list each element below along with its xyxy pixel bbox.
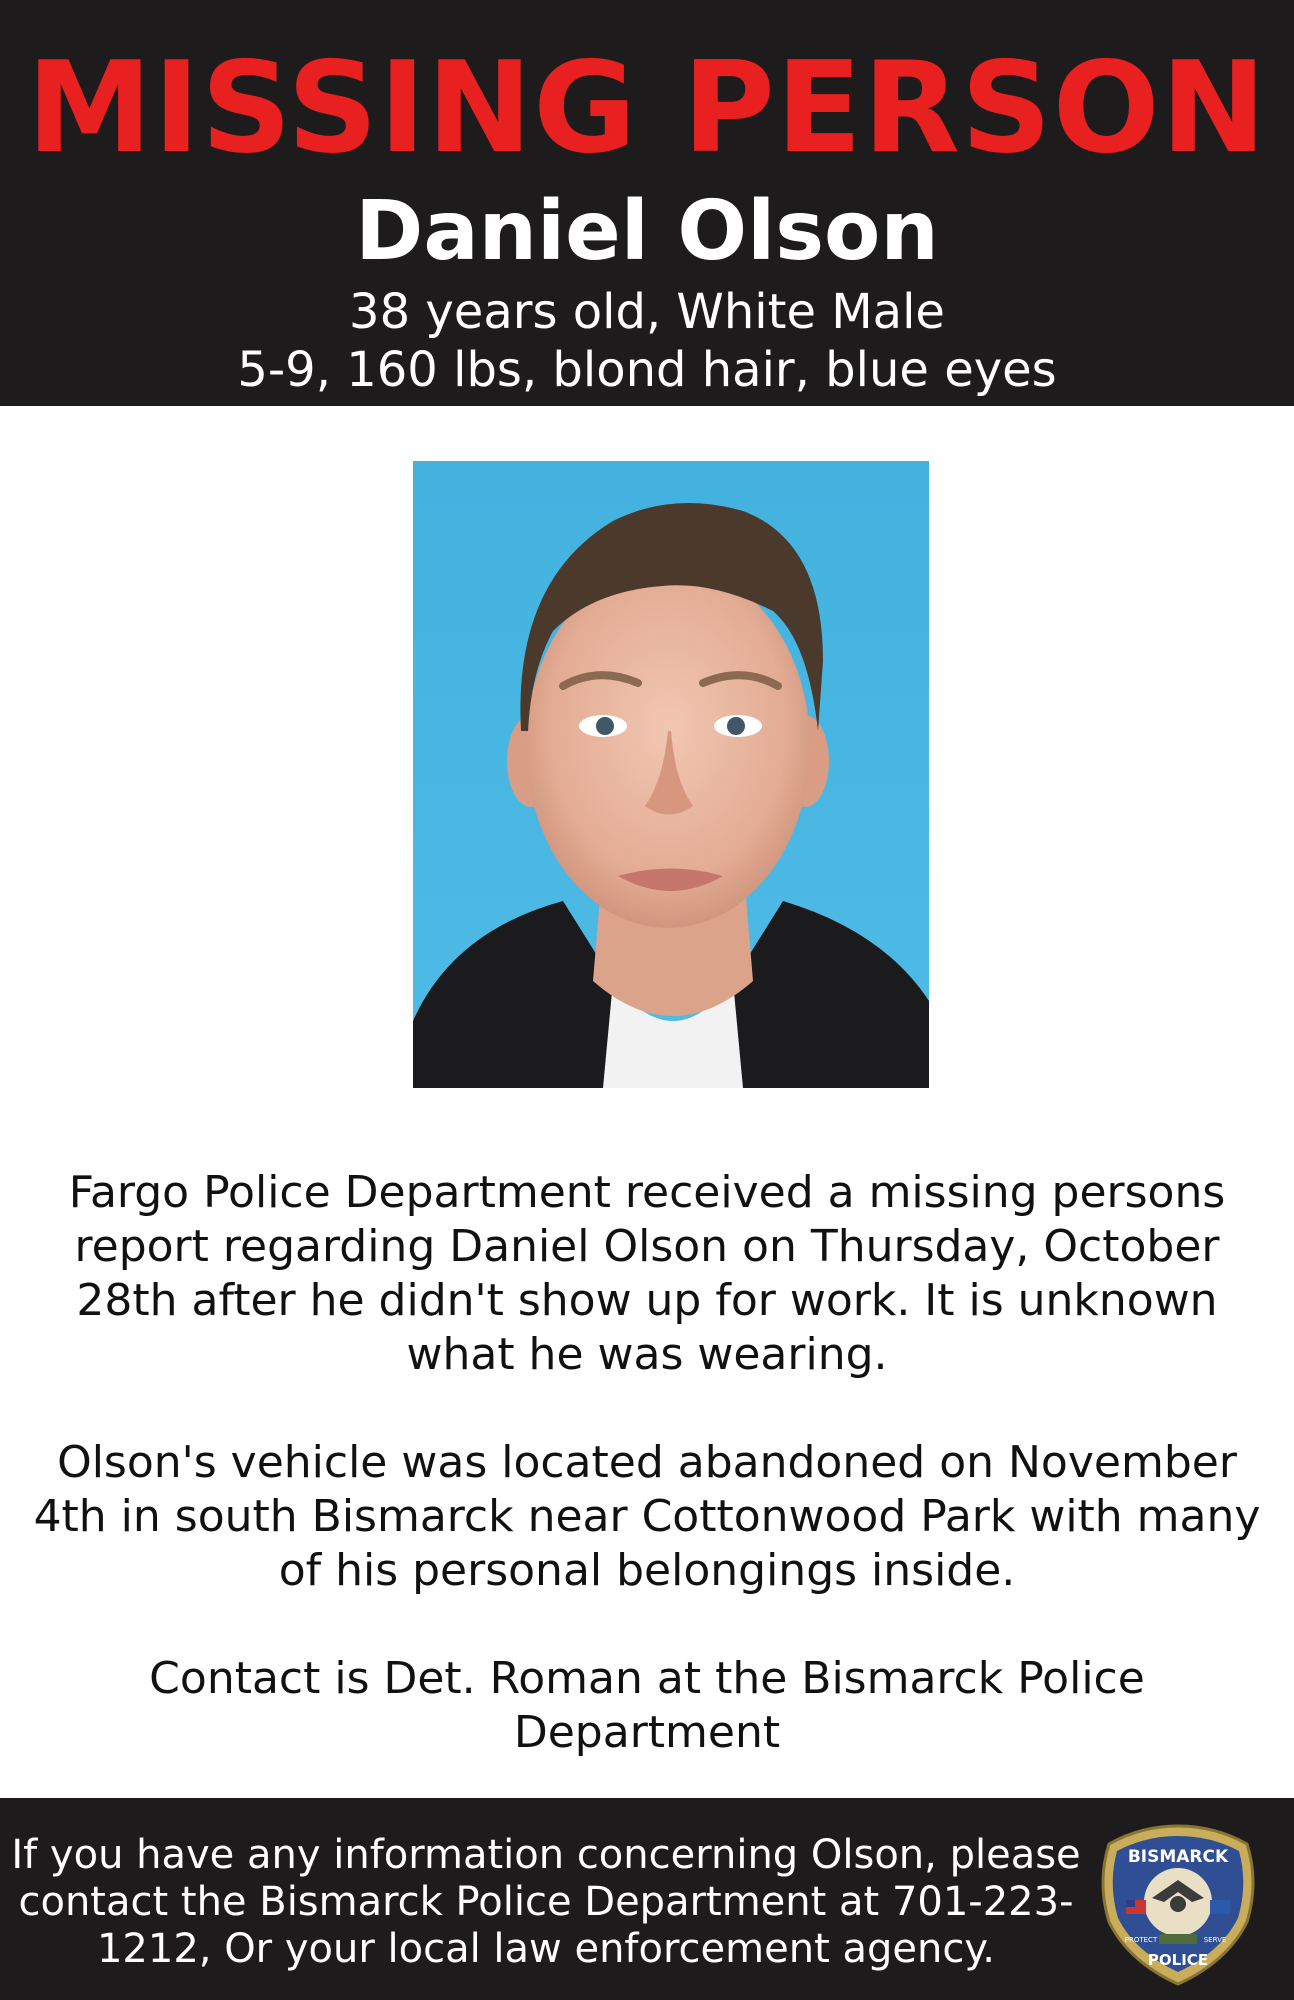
badge-bottom-text: POLICE bbox=[1147, 1951, 1209, 1969]
badge-top-text: BISMARCK bbox=[1127, 1847, 1229, 1867]
header-banner bbox=[0, 0, 1294, 406]
badge-left-text: PROTECT bbox=[1124, 1936, 1158, 1944]
details-paragraph-contact: Contact is Det. Roman at the Bismarck Police Department bbox=[149, 1653, 1145, 1758]
footer-contact-text: If you have any information concerning Olson, please contact the Bismarck Police Department at 701-223-1212, Or your local law enforcement agency. bbox=[11, 1832, 1081, 1972]
person-description-age: 38 years old, White Male bbox=[349, 284, 945, 340]
headline: MISSING PERSON bbox=[26, 34, 1268, 181]
footer-banner bbox=[0, 1798, 1294, 2000]
details-paragraph-vehicle: Olson's vehicle was located abandoned on November 4th in south Bismarck near Cottonwood Park with many of his personal belongings inside. bbox=[33, 1437, 1261, 1596]
details-paragraph-report: Fargo Police Department received a missing persons report regarding Daniel Olson on Thursday, October 28th after he didn't show up for work. It is unknown what he was wearing. bbox=[68, 1167, 1226, 1380]
person-name: Daniel Olson bbox=[355, 184, 939, 279]
portrait-photo bbox=[413, 461, 929, 1088]
person-description-physical: 5-9, 160 lbs, blond hair, blue eyes bbox=[237, 342, 1057, 398]
police-badge-icon bbox=[1097, 1822, 1259, 1988]
badge-right-text: SERVE bbox=[1203, 1936, 1227, 1944]
